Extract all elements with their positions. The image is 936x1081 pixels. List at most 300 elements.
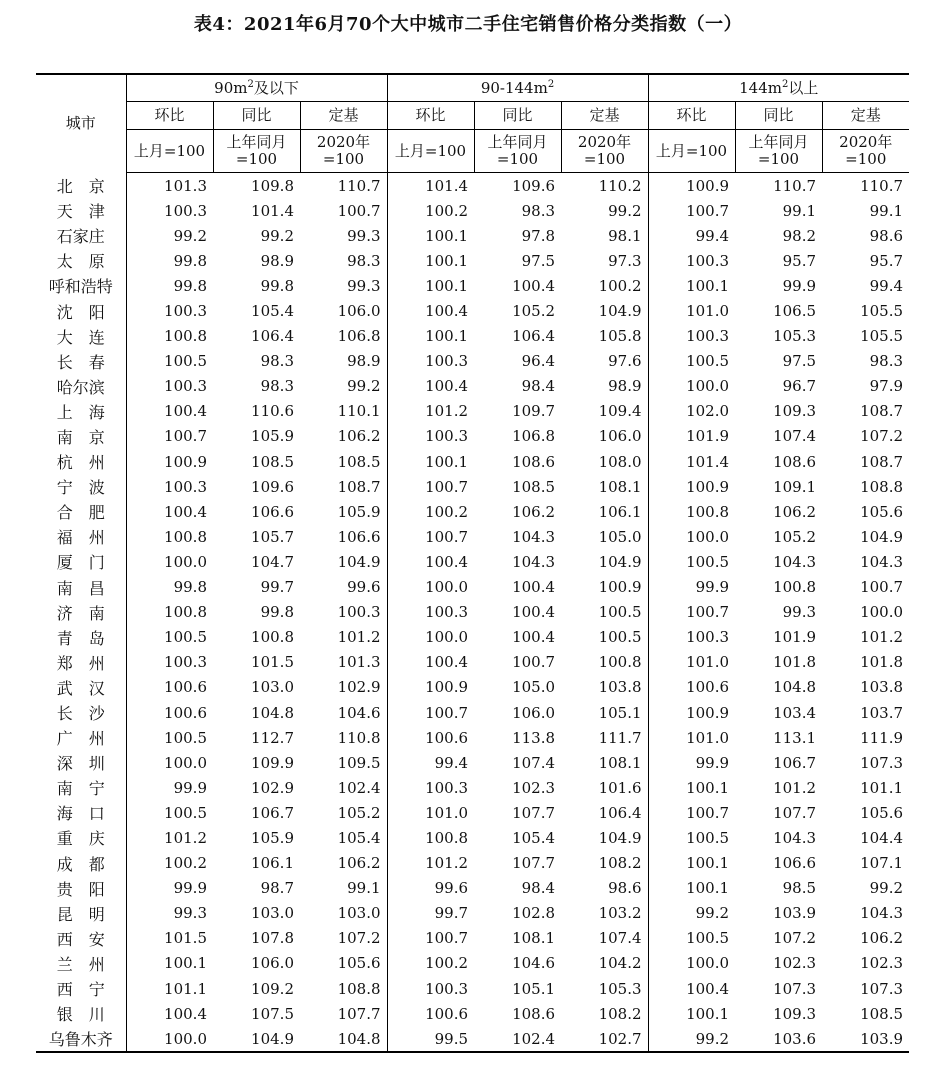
column-base [822, 130, 909, 173]
index-value: 101.9 [773, 628, 817, 647]
index-value: 100.3 [300, 600, 387, 625]
index-value: 100.1 [686, 879, 730, 898]
group-header-90-144: $90-144m^2$ [387, 74, 648, 102]
index-value: 100.3 [425, 603, 469, 622]
index-value: 100.4 [512, 276, 556, 295]
table-row [36, 399, 909, 424]
column-base-line1: 2020年 [577, 133, 632, 151]
index-value: 110.8 [300, 725, 387, 750]
index-value: 99.9 [695, 753, 730, 772]
city-name: 大 连 [36, 324, 126, 349]
index-value: 100.3 [425, 427, 469, 446]
index-value: 103.9 [773, 904, 817, 923]
table-row [36, 951, 909, 976]
index-value: 100.1 [686, 854, 730, 873]
index-value: 99.3 [300, 223, 387, 248]
index-value: 105.6 [860, 803, 904, 822]
index-value: 105.5 [860, 302, 904, 321]
index-value: 103.4 [773, 703, 817, 722]
table-row [36, 575, 909, 600]
index-value: 110.7 [300, 173, 387, 199]
table-row [36, 825, 909, 850]
index-value: 108.1 [512, 929, 556, 948]
city-name: 郑 州 [36, 650, 126, 675]
index-value: 103.2 [561, 901, 648, 926]
index-value: 104.7 [251, 552, 294, 571]
table-row [36, 324, 909, 349]
index-value: 102.0 [686, 402, 730, 421]
index-value: 100.0 [425, 628, 469, 647]
index-value: 103.9 [822, 1026, 909, 1052]
index-value: 110.1 [300, 399, 387, 424]
index-value: 109.3 [773, 402, 817, 421]
city-name: 天 津 [36, 198, 126, 223]
index-value: 99.4 [434, 753, 469, 772]
index-value: 100.2 [561, 273, 648, 298]
index-value: 108.7 [300, 474, 387, 499]
index-value: 99.9 [173, 879, 207, 898]
index-value: 99.4 [695, 226, 730, 245]
index-value: 105.4 [512, 828, 556, 847]
index-value: 100.6 [164, 678, 207, 697]
index-value: 100.1 [686, 276, 730, 295]
column-base-line2: =100 [757, 150, 800, 168]
index-value: 104.9 [561, 825, 648, 850]
index-value: 108.1 [561, 474, 648, 499]
index-value: 100.1 [425, 452, 469, 471]
index-value: 98.4 [521, 377, 556, 396]
index-value: 107.2 [300, 926, 387, 951]
index-value: 99.8 [173, 276, 207, 295]
index-value: 104.2 [561, 951, 648, 976]
index-value: 99.2 [869, 879, 904, 898]
index-value: 107.2 [773, 929, 817, 948]
index-value: 105.1 [561, 700, 648, 725]
column-base-line1: 上年同月 [226, 133, 287, 151]
index-value: 100.1 [686, 1004, 730, 1023]
index-value: 99.4 [869, 276, 904, 295]
column-base [387, 130, 474, 173]
index-value: 99.3 [173, 904, 207, 923]
column-base-line2: =100 [322, 150, 365, 168]
column-label: 同比 [474, 102, 561, 130]
index-value: 109.3 [773, 1004, 817, 1023]
index-value: 106.0 [300, 298, 387, 323]
table-header [36, 74, 909, 173]
index-value: 101.2 [425, 402, 469, 421]
index-value: 104.8 [300, 1026, 387, 1052]
index-value: 100.1 [425, 251, 469, 270]
index-value: 100.3 [425, 352, 469, 371]
index-value: 100.4 [512, 578, 556, 597]
index-value: 98.3 [300, 248, 387, 273]
index-value: 100.1 [425, 276, 469, 295]
index-value: 100.3 [425, 778, 469, 797]
column-base-line1: 上年同月 [487, 133, 548, 151]
index-value: 101.4 [686, 452, 730, 471]
index-value: 107.8 [251, 929, 294, 948]
column-base-line1: 上月=100 [655, 141, 728, 160]
index-value: 100.1 [164, 954, 207, 973]
index-value: 111.9 [860, 728, 904, 747]
table-row [36, 725, 909, 750]
index-value: 106.7 [773, 753, 817, 772]
index-value: 106.0 [251, 954, 294, 973]
index-value: 107.7 [300, 1001, 387, 1026]
index-value: 100.8 [251, 628, 294, 647]
index-value: 98.3 [260, 377, 294, 396]
index-value: 105.3 [561, 976, 648, 1001]
index-value: 100.7 [425, 703, 469, 722]
index-value: 109.6 [251, 477, 294, 496]
index-value: 103.0 [300, 901, 387, 926]
index-value: 105.9 [251, 828, 294, 847]
table-row [36, 901, 909, 926]
index-value: 99.2 [561, 198, 648, 223]
index-value: 100.5 [164, 803, 207, 822]
index-value: 100.4 [512, 603, 556, 622]
index-value: 99.3 [300, 273, 387, 298]
index-value: 107.4 [561, 926, 648, 951]
index-value: 104.6 [512, 954, 556, 973]
city-name: 太 原 [36, 248, 126, 273]
index-value: 105.7 [251, 527, 294, 546]
city-name: 杭 州 [36, 449, 126, 474]
city-name: 石家庄 [36, 223, 126, 248]
index-value: 105.0 [561, 524, 648, 549]
index-value: 100.2 [425, 502, 469, 521]
index-value: 100.4 [512, 628, 556, 647]
index-value: 106.2 [512, 502, 556, 521]
city-name: 南 宁 [36, 775, 126, 800]
index-value: 100.7 [512, 653, 556, 672]
city-name: 济 南 [36, 600, 126, 625]
city-name: 西 宁 [36, 976, 126, 1001]
index-value: 106.4 [512, 327, 556, 346]
table-row [36, 1026, 909, 1052]
index-value: 97.5 [521, 251, 556, 270]
index-value: 100.5 [686, 552, 730, 571]
index-value: 100.8 [773, 578, 817, 597]
index-value: 104.3 [512, 552, 556, 571]
index-value: 104.8 [773, 678, 817, 697]
index-value: 106.6 [300, 524, 387, 549]
index-value: 100.3 [164, 377, 207, 396]
index-value: 101.1 [860, 778, 904, 797]
index-value: 106.4 [251, 327, 294, 346]
column-base-line1: 上年同月 [748, 133, 809, 151]
index-value: 99.1 [869, 201, 904, 220]
index-value: 101.2 [773, 778, 817, 797]
table-row [36, 851, 909, 876]
city-name: 北 京 [36, 173, 126, 199]
index-value: 100.7 [425, 527, 469, 546]
index-value: 107.2 [860, 427, 904, 446]
column-base-line2: =100 [845, 150, 887, 168]
index-value: 108.0 [561, 449, 648, 474]
index-value: 99.2 [695, 904, 730, 923]
index-value: 99.7 [434, 904, 469, 923]
index-value: 100.6 [425, 728, 469, 747]
index-value: 106.1 [561, 499, 648, 524]
index-value: 105.4 [251, 302, 294, 321]
table-row [36, 349, 909, 374]
index-value: 104.9 [860, 527, 904, 546]
city-name: 广 州 [36, 725, 126, 750]
group-header-over-144: $144m^2$以上 [648, 74, 909, 102]
index-value: 102.3 [773, 954, 817, 973]
index-value: 104.3 [860, 904, 904, 923]
index-value: 106.1 [251, 854, 294, 873]
city-name: 长 春 [36, 349, 126, 374]
index-value: 100.4 [686, 979, 730, 998]
city-name: 哈尔滨 [36, 374, 126, 399]
index-value: 100.3 [686, 251, 730, 270]
index-value: 102.3 [860, 954, 904, 973]
index-value: 106.0 [512, 703, 556, 722]
index-value: 100.9 [686, 703, 730, 722]
index-value: 98.2 [782, 226, 817, 245]
index-value: 100.5 [561, 625, 648, 650]
column-base-line2: =100 [235, 150, 278, 168]
city-name: 乌鲁木齐 [36, 1026, 126, 1052]
index-value: 105.9 [251, 427, 294, 446]
index-value: 105.9 [300, 499, 387, 524]
index-value: 105.1 [512, 979, 556, 998]
index-value: 98.9 [561, 374, 648, 399]
index-value: 100.5 [686, 828, 730, 847]
index-value: 100.9 [425, 678, 469, 697]
index-value: 102.9 [300, 675, 387, 700]
column-base [300, 130, 387, 173]
index-value: 106.2 [300, 424, 387, 449]
table-row [36, 449, 909, 474]
city-name: 昆 明 [36, 901, 126, 926]
index-value: 103.0 [251, 678, 294, 697]
index-value: 105.2 [512, 302, 556, 321]
index-value: 101.2 [300, 625, 387, 650]
index-value: 99.2 [260, 226, 294, 245]
index-value: 100.3 [164, 201, 207, 220]
index-value: 108.2 [561, 1001, 648, 1026]
index-value: 98.1 [561, 223, 648, 248]
index-value: 108.5 [300, 449, 387, 474]
index-value: 100.7 [164, 427, 207, 446]
index-value: 100.7 [860, 578, 904, 597]
index-value: 107.5 [251, 1004, 294, 1023]
index-value: 107.3 [773, 979, 817, 998]
base-row [36, 130, 909, 173]
index-value: 99.8 [173, 578, 207, 597]
index-value: 108.8 [300, 976, 387, 1001]
index-value: 101.1 [164, 979, 207, 998]
index-value: 108.1 [561, 750, 648, 775]
column-label: 定基 [300, 102, 387, 130]
index-value: 97.6 [561, 349, 648, 374]
index-value: 101.5 [164, 929, 207, 948]
index-value: 100.5 [686, 352, 730, 371]
column-base-line1: 2020年 [316, 133, 371, 151]
index-value: 102.9 [251, 778, 294, 797]
index-value: 106.2 [300, 851, 387, 876]
index-value: 110.7 [773, 176, 817, 195]
table-row [36, 700, 909, 725]
index-value: 110.7 [860, 176, 904, 195]
index-value: 105.2 [300, 800, 387, 825]
index-value: 108.5 [251, 452, 294, 471]
index-value: 104.9 [300, 549, 387, 574]
index-value: 101.2 [860, 628, 904, 647]
city-name: 长 沙 [36, 700, 126, 725]
index-value: 103.0 [251, 904, 294, 923]
index-value: 98.5 [782, 879, 817, 898]
index-value: 103.8 [860, 678, 904, 697]
index-value: 97.3 [561, 248, 648, 273]
index-value: 100.1 [686, 778, 730, 797]
column-base-line2: =100 [583, 150, 626, 168]
city-column-header: 城市 [36, 74, 126, 173]
index-value: 98.3 [260, 352, 294, 371]
index-value: 112.7 [251, 728, 294, 747]
column-base [474, 130, 561, 173]
column-label: 环比 [387, 102, 474, 130]
table-row [36, 499, 909, 524]
index-value: 100.8 [164, 527, 207, 546]
city-name: 西 安 [36, 926, 126, 951]
index-value: 100.7 [686, 803, 730, 822]
index-value: 108.6 [512, 1004, 556, 1023]
index-value: 101.3 [164, 176, 207, 195]
table-row [36, 650, 909, 675]
index-value: 108.7 [860, 452, 904, 471]
index-value: 100.4 [164, 402, 207, 421]
index-value: 100.5 [164, 352, 207, 371]
index-value: 97.9 [869, 377, 904, 396]
column-label: 定基 [822, 102, 909, 130]
index-value: 103.8 [561, 675, 648, 700]
index-value: 97.8 [521, 226, 556, 245]
index-value: 104.3 [773, 552, 817, 571]
table-row [36, 600, 909, 625]
index-value: 99.7 [260, 578, 294, 597]
index-value: 105.6 [860, 502, 904, 521]
index-value: 100.8 [686, 502, 730, 521]
index-value: 98.6 [869, 226, 904, 245]
index-value: 105.8 [561, 324, 648, 349]
index-value: 101.0 [686, 728, 730, 747]
index-value: 104.4 [860, 828, 904, 847]
index-value: 100.3 [425, 979, 469, 998]
index-value: 110.6 [251, 402, 294, 421]
index-value: 98.7 [260, 879, 294, 898]
index-value: 104.3 [512, 527, 556, 546]
index-value: 108.6 [512, 452, 556, 471]
column-base-line1: 上月=100 [394, 141, 467, 160]
table-row [36, 198, 909, 223]
index-value: 100.0 [686, 527, 730, 546]
index-value: 100.8 [561, 650, 648, 675]
table-row [36, 926, 909, 951]
table-row [36, 800, 909, 825]
index-value: 108.7 [860, 402, 904, 421]
index-value: 104.6 [300, 700, 387, 725]
index-value: 104.9 [561, 298, 648, 323]
index-value: 100.0 [686, 377, 730, 396]
index-value: 109.4 [561, 399, 648, 424]
index-value: 101.0 [686, 302, 730, 321]
index-value: 100.9 [686, 477, 730, 496]
index-value: 109.1 [773, 477, 817, 496]
index-value: 101.9 [686, 427, 730, 446]
index-value: 100.8 [425, 828, 469, 847]
index-value: 101.0 [425, 803, 469, 822]
index-value: 106.8 [300, 324, 387, 349]
index-value: 100.9 [561, 575, 648, 600]
table-row [36, 1001, 909, 1026]
index-value: 100.0 [164, 753, 207, 772]
index-value: 96.4 [521, 352, 556, 371]
index-value: 107.4 [773, 427, 817, 446]
index-value: 101.8 [773, 653, 817, 672]
index-value: 103.6 [735, 1026, 822, 1052]
column-base [648, 130, 735, 173]
column-base-line1: 2020年 [839, 133, 893, 151]
index-value: 100.0 [164, 552, 207, 571]
index-value: 100.4 [164, 502, 207, 521]
index-value: 99.8 [260, 603, 294, 622]
index-value: 95.7 [869, 251, 904, 270]
index-value: 98.3 [521, 201, 556, 220]
index-value: 100.7 [425, 477, 469, 496]
index-value: 107.4 [512, 753, 556, 772]
index-value: 100.7 [300, 198, 387, 223]
index-value: 100.3 [164, 302, 207, 321]
index-value: 98.4 [521, 879, 556, 898]
column-base [213, 130, 300, 173]
index-value: 109.9 [251, 753, 294, 772]
index-value: 104.8 [251, 703, 294, 722]
index-value: 99.1 [300, 876, 387, 901]
city-name: 福 州 [36, 524, 126, 549]
table-row [36, 173, 909, 199]
city-name: 厦 门 [36, 549, 126, 574]
index-value: 109.8 [251, 176, 294, 195]
column-base [735, 130, 822, 173]
city-name: 沈 阳 [36, 298, 126, 323]
city-name: 南 昌 [36, 575, 126, 600]
index-value: 99.9 [782, 276, 817, 295]
index-value: 109.7 [512, 402, 556, 421]
index-value: 108.5 [860, 1004, 904, 1023]
index-value: 113.1 [773, 728, 817, 747]
index-value: 108.8 [860, 477, 904, 496]
index-value: 106.8 [512, 427, 556, 446]
table-row [36, 625, 909, 650]
index-value: 100.5 [686, 929, 730, 948]
index-value: 106.0 [561, 424, 648, 449]
index-value: 100.6 [164, 703, 207, 722]
index-value: 100.1 [425, 327, 469, 346]
index-value: 106.7 [251, 803, 294, 822]
index-value: 105.2 [773, 527, 817, 546]
index-value: 100.5 [164, 728, 207, 747]
index-value: 105.4 [300, 825, 387, 850]
index-value: 110.2 [561, 173, 648, 199]
index-value: 100.5 [561, 600, 648, 625]
label-row [36, 102, 909, 130]
index-value: 100.3 [686, 327, 730, 346]
city-name: 呼和浩特 [36, 273, 126, 298]
